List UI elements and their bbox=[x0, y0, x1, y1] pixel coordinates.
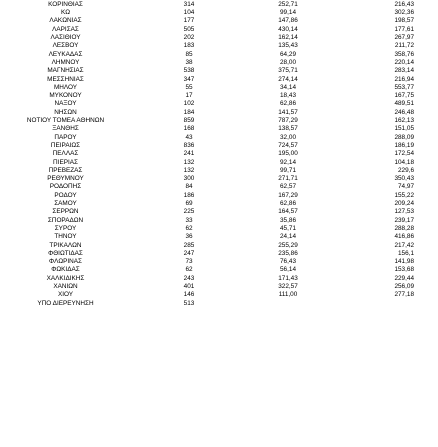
change-cell: 177,61 bbox=[394, 25, 414, 33]
change-cell: 209,24 bbox=[394, 200, 414, 207]
change-cell: 167,75 bbox=[394, 92, 414, 100]
value-cell: 164,57 bbox=[278, 208, 298, 216]
table-row bbox=[0, 291, 438, 299]
region-cell: ΧΑΝΙΩΝ bbox=[53, 283, 78, 290]
value-cell: 28,00 bbox=[280, 58, 296, 66]
table-row bbox=[0, 217, 438, 225]
region-cell: ΝΟΤΙΟΥ ΤΟΜΕΑ ΑΘΗΝΩΝ bbox=[26, 117, 105, 124]
cases-cell: 505 bbox=[183, 25, 195, 33]
region-cell: ΝΑΞΟΥ bbox=[54, 100, 77, 108]
cases-cell: 85 bbox=[185, 50, 193, 58]
change-cell: 302,36 bbox=[394, 9, 414, 17]
region-cell: ΠΡΕΒΕΖΑΣ bbox=[48, 166, 83, 174]
cases-cell: 73 bbox=[185, 258, 193, 266]
change-cell: 211,72 bbox=[394, 42, 414, 50]
region-cell: ΛΑΡΙΣΑΣ bbox=[52, 25, 79, 33]
table-row bbox=[0, 242, 438, 250]
value-cell: 167,29 bbox=[278, 191, 298, 199]
table-row bbox=[0, 142, 438, 150]
value-cell: 32,00 bbox=[280, 133, 296, 141]
value-cell: 35,86 bbox=[280, 216, 296, 224]
region-cell: ΧΙΟΥ bbox=[57, 291, 74, 299]
region-cell: ΣΕΡΡΩΝ bbox=[52, 208, 79, 216]
change-cell: 283,14 bbox=[394, 67, 414, 75]
cases-cell: 55 bbox=[185, 83, 193, 91]
table-row bbox=[0, 192, 438, 200]
table-row bbox=[0, 26, 438, 34]
cases-cell: 401 bbox=[183, 283, 195, 290]
cases-cell: 184 bbox=[183, 108, 195, 116]
region-cell: ΛΑΚΩΝΙΑΣ bbox=[49, 17, 82, 25]
region-cell: ΡΟΔΟΥ bbox=[54, 191, 77, 199]
value-cell: 18,43 bbox=[280, 92, 296, 100]
table-row bbox=[0, 266, 438, 274]
change-cell: 74,97 bbox=[398, 183, 414, 191]
table-row bbox=[0, 134, 438, 142]
cases-cell: 168 bbox=[183, 125, 195, 133]
region-cell: ΛΕΣΒΟΥ bbox=[52, 42, 79, 50]
value-cell: 64,29 bbox=[280, 50, 296, 58]
table-row bbox=[0, 250, 438, 258]
value-cell: 255,29 bbox=[278, 241, 298, 249]
cases-cell: 104 bbox=[183, 9, 195, 17]
region-cell: ΦΘΙΩΤΙΔΑΣ bbox=[48, 249, 83, 257]
cases-cell: 43 bbox=[185, 133, 193, 141]
change-cell: 489,51 bbox=[394, 100, 414, 108]
cases-cell: 314 bbox=[183, 0, 195, 8]
region-cell: ΜΕΣΣΗΝΙΑΣ bbox=[47, 75, 84, 83]
region-cell: ΤΡΙΚΑΛΩΝ bbox=[49, 241, 82, 249]
change-cell: 141,98 bbox=[394, 258, 414, 266]
value-cell: 135,43 bbox=[278, 42, 298, 50]
region-cell: ΣΥΡΟΥ bbox=[54, 224, 77, 232]
change-cell: 256,09 bbox=[394, 283, 414, 290]
region-cell: ΜΗΛΟΥ bbox=[53, 83, 78, 91]
cases-cell: 38 bbox=[185, 58, 193, 66]
cases-cell: 177 bbox=[183, 17, 195, 25]
region-cell: ΠΕΛΛΑΣ bbox=[52, 150, 79, 158]
cases-cell: 132 bbox=[183, 166, 195, 174]
cases-cell: 300 bbox=[183, 175, 195, 183]
value-cell: 62,86 bbox=[280, 100, 296, 108]
table-row bbox=[0, 200, 438, 208]
cases-cell: 36 bbox=[185, 233, 193, 241]
value-cell: 111,00 bbox=[278, 291, 298, 299]
table-row bbox=[0, 34, 438, 42]
region-cell: ΜΑΓΝΗΣΙΑΣ bbox=[47, 67, 84, 75]
change-cell: 153,68 bbox=[394, 266, 414, 274]
table-row bbox=[0, 125, 438, 133]
region-cell: ΛΗΜΝΟΥ bbox=[51, 58, 80, 66]
table-row bbox=[0, 150, 438, 158]
value-cell: 724,57 bbox=[278, 141, 298, 149]
region-cell: ΜΥΚΟΝΟΥ bbox=[49, 92, 82, 100]
region-cell: ΣΑΜΟΥ bbox=[54, 200, 77, 207]
table-row bbox=[0, 17, 438, 25]
value-cell: 430,14 bbox=[278, 25, 298, 33]
cases-cell: 69 bbox=[185, 200, 193, 207]
cases-cell: 347 bbox=[183, 75, 195, 83]
value-cell: 45,71 bbox=[280, 224, 296, 232]
change-cell: 127,53 bbox=[394, 208, 414, 216]
value-cell: 195,00 bbox=[278, 150, 298, 158]
table-row bbox=[0, 233, 438, 241]
region-cell: ΠΑΡΟΥ bbox=[54, 133, 77, 141]
value-cell: 787,29 bbox=[278, 117, 298, 124]
region-cell: ΥΠΟ ΔΙΕΡΕΥΝΗΣΗ bbox=[37, 299, 94, 307]
region-cell: ΚΩ bbox=[60, 9, 71, 17]
cases-cell: 243 bbox=[183, 274, 195, 282]
table-row bbox=[0, 1, 438, 9]
cases-cell: 538 bbox=[183, 67, 195, 75]
region-cell: ΣΠΟΡΑΔΩΝ bbox=[47, 216, 84, 224]
change-cell bbox=[362, 300, 414, 308]
change-cell: 151,05 bbox=[394, 125, 414, 133]
value-cell: 322,57 bbox=[278, 283, 298, 290]
value-cell: 271,71 bbox=[278, 175, 298, 183]
cases-cell: 241 bbox=[183, 150, 195, 158]
table-row bbox=[0, 275, 438, 283]
table-row bbox=[0, 183, 438, 191]
change-cell: 229,6 bbox=[398, 166, 414, 174]
change-cell: 267,97 bbox=[394, 34, 414, 41]
table-row bbox=[0, 258, 438, 266]
cases-cell: 33 bbox=[185, 216, 193, 224]
table-row bbox=[0, 42, 438, 50]
table-row bbox=[0, 84, 438, 92]
change-cell: 220,14 bbox=[394, 58, 414, 66]
cases-cell: 102 bbox=[183, 100, 195, 108]
region-cell: ΠΙΕΡΙΑΣ bbox=[53, 158, 78, 166]
value-cell: 252,71 bbox=[278, 0, 298, 8]
value-cell: 274,14 bbox=[278, 75, 298, 83]
table-row bbox=[0, 109, 438, 117]
table-row bbox=[0, 175, 438, 183]
cases-cell: 146 bbox=[183, 291, 195, 299]
cases-cell: 183 bbox=[183, 42, 195, 50]
change-cell: 246,48 bbox=[394, 108, 414, 116]
region-cell: ΠΕΙΡΑΙΩΣ bbox=[50, 141, 81, 149]
region-cell: ΞΑΝΘΗΣ bbox=[52, 125, 79, 133]
value-cell: 235,86 bbox=[278, 249, 298, 257]
value-cell: 162,14 bbox=[278, 34, 298, 41]
change-cell: 239,17 bbox=[394, 216, 414, 224]
change-cell: 350,43 bbox=[394, 175, 414, 183]
change-cell: 162,13 bbox=[394, 117, 414, 124]
cases-cell: 285 bbox=[183, 241, 195, 249]
value-cell bbox=[262, 300, 314, 308]
change-cell: 172,54 bbox=[394, 150, 414, 158]
table-row bbox=[0, 117, 438, 125]
table-row bbox=[0, 92, 438, 100]
region-cell: ΡΕΘΥΜΝΟΥ bbox=[47, 175, 84, 183]
cases-cell: 859 bbox=[183, 117, 195, 124]
value-cell: 62,57 bbox=[280, 183, 296, 191]
change-cell: 198,57 bbox=[394, 17, 414, 25]
table-row bbox=[0, 51, 438, 59]
cases-cell: 84 bbox=[185, 183, 193, 191]
cases-cell: 225 bbox=[183, 208, 195, 216]
cases-cell: 836 bbox=[183, 141, 195, 149]
region-cell: ΝΗΣΩΝ bbox=[54, 108, 77, 116]
value-cell: 24,14 bbox=[280, 233, 296, 241]
table-row bbox=[0, 283, 438, 291]
cases-cell: 62 bbox=[185, 266, 193, 274]
change-cell: 216,94 bbox=[394, 75, 414, 83]
change-cell: 277,18 bbox=[394, 291, 414, 299]
table-row bbox=[0, 67, 438, 75]
value-cell: 56,14 bbox=[280, 266, 296, 274]
table-row bbox=[0, 100, 438, 108]
change-cell: 156,1 bbox=[398, 249, 414, 257]
cases-cell: 247 bbox=[183, 249, 195, 257]
value-cell: 34,14 bbox=[280, 83, 296, 91]
value-cell: 171,43 bbox=[278, 274, 298, 282]
value-cell: 138,57 bbox=[278, 125, 298, 133]
region-cell: ΦΩΚΙΔΑΣ bbox=[51, 266, 80, 274]
region-cell: ΡΟΔΟΠΗΣ bbox=[49, 183, 82, 191]
change-cell: 288,09 bbox=[394, 133, 414, 141]
table-row bbox=[0, 208, 438, 216]
change-cell: 217,42 bbox=[394, 241, 414, 249]
change-cell: 186,19 bbox=[394, 141, 414, 149]
region-cell: ΤΗΝΟΥ bbox=[54, 233, 77, 241]
value-cell: 141,57 bbox=[278, 108, 298, 116]
value-cell: 99,71 bbox=[280, 166, 296, 174]
change-cell: 553,77 bbox=[394, 83, 414, 91]
change-cell: 216,43 bbox=[394, 0, 414, 8]
table-row bbox=[0, 9, 438, 17]
value-cell: 76,43 bbox=[280, 258, 296, 266]
region-cell: ΧΑΛΚΙΔΙΚΗΣ bbox=[46, 274, 85, 282]
value-cell: 92,14 bbox=[280, 158, 296, 166]
table-row bbox=[0, 300, 438, 308]
change-cell: 288,28 bbox=[394, 224, 414, 232]
value-cell: 375,71 bbox=[278, 67, 298, 75]
region-cell: ΛΑΣΙΘΙΟΥ bbox=[50, 34, 81, 41]
cases-cell: 17 bbox=[185, 92, 193, 100]
region-cell: ΛΕΥΚΑΔΑΣ bbox=[48, 50, 83, 58]
change-cell: 155,22 bbox=[394, 191, 414, 199]
cases-cell: 62 bbox=[185, 224, 193, 232]
region-cell: ΚΟΡΙΝΘΙΑΣ bbox=[48, 0, 83, 8]
cases-cell: 132 bbox=[183, 158, 195, 166]
table-row bbox=[0, 76, 438, 84]
value-cell: 99,14 bbox=[280, 9, 296, 17]
change-cell: 416,86 bbox=[394, 233, 414, 241]
table-row bbox=[0, 167, 438, 175]
cases-cell: 202 bbox=[183, 34, 195, 41]
value-cell: 62,86 bbox=[280, 200, 296, 207]
table-row bbox=[0, 159, 438, 167]
value-cell: 147,86 bbox=[278, 17, 298, 25]
change-cell: 104,18 bbox=[394, 158, 414, 166]
change-cell: 229,44 bbox=[394, 274, 414, 282]
change-cell: 358,76 bbox=[394, 50, 414, 58]
table-row bbox=[0, 59, 438, 67]
region-cell: ΦΛΩΡΙΝΑΣ bbox=[48, 258, 82, 266]
cases-cell: 186 bbox=[183, 191, 195, 199]
cases-cell: 513 bbox=[183, 299, 195, 307]
table-row bbox=[0, 225, 438, 233]
